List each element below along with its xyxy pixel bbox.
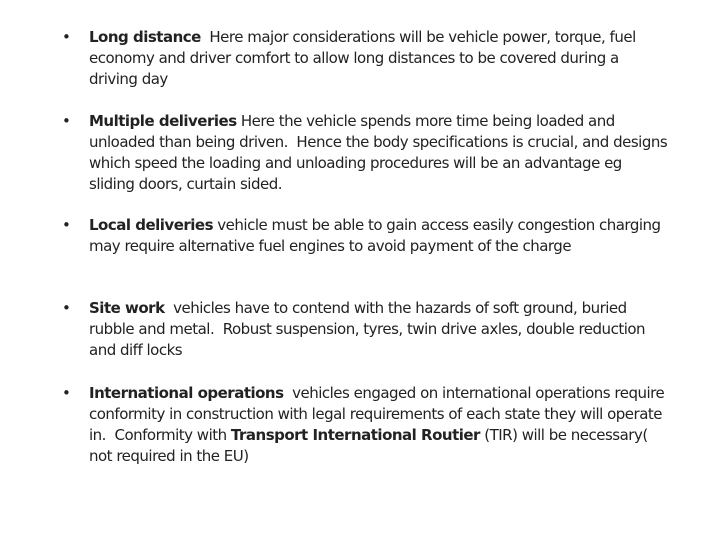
list-item-text [89,383,669,467]
list-item-body: vehicles have to contend with the hazards of soft ground, buried rubble and metal. Robust suspension, tyres, twin drive axles, double reduction and diff locks [89,299,650,359]
list-item-text [89,298,669,361]
list-item-text [89,215,669,257]
list-item-heading: Site work [89,299,165,317]
list-item-heading: Multiple deliveries [89,112,237,130]
bullet-marker: • [62,112,71,130]
list-item-heading: Local deliveries [89,216,214,234]
list-item-body-after: (TIR) will be necessary( not required in the EU) [89,426,652,465]
bullet-marker: • [62,299,71,317]
list-item-body: Here major considerations will be vehicle power, torque, fuel economy and driver comfort to allow long distances to be covered during a driving day [89,28,641,88]
list-item-body-before: vehicles engaged on international operations require conformity in construction with legal requirements of each state they will operate in. Conformity with [89,384,669,444]
list-item-heading: Long distance [89,28,201,46]
bullet-marker: • [62,216,71,234]
list-item-heading: International operations [89,384,284,402]
list-item-text [89,27,669,90]
list-item-body: vehicle must be able to gain access easily congestion charging may require alternative fuel engines to avoid payment of the charge [89,216,665,255]
list-item-body: Here the vehicle spends more time being loaded and unloaded than being driven. Hence the body specifications is crucial, and designs which speed the loading and unloading procedures will be an advantage eg sliding doors, curtain sided. [89,112,672,193]
list-item-text [89,111,672,195]
bullet-marker: • [62,384,71,402]
bullet-marker: • [62,28,71,46]
tir-emphasis: Transport International Routier [230,426,480,444]
